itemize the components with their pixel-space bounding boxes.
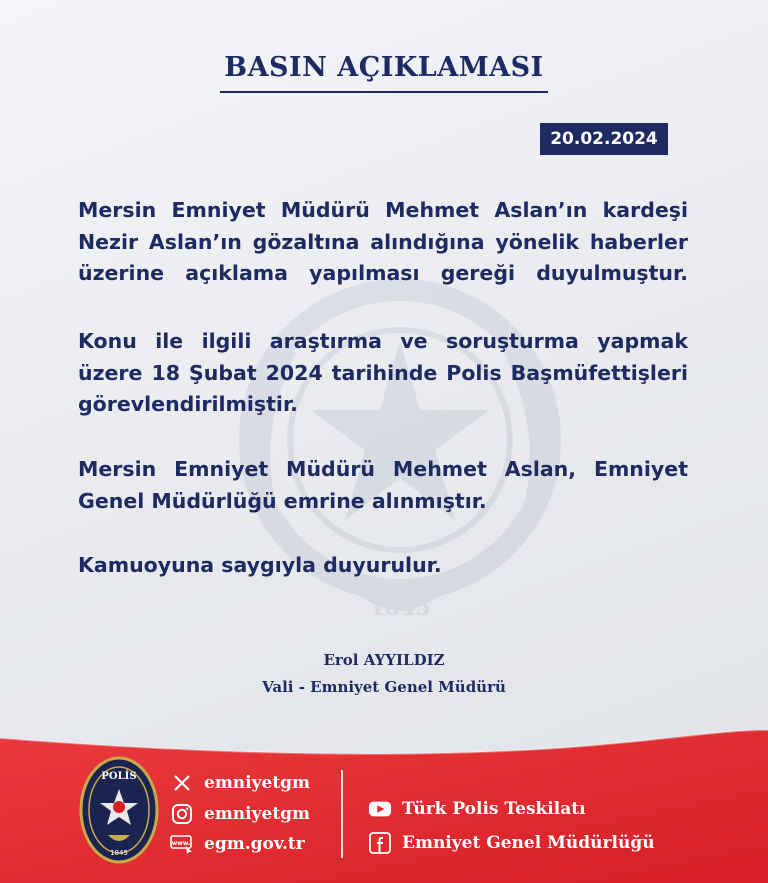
- page-title: BASIN AÇIKLAMASI: [220, 52, 547, 93]
- website-link[interactable]: [170, 832, 305, 856]
- facebook-link[interactable]: [368, 831, 655, 855]
- watermark-year: 1845: [369, 595, 431, 621]
- paragraph-4: Kamuoyuna saygıyla duyurulur.: [78, 553, 442, 577]
- website-icon-text: www.: [171, 840, 191, 847]
- facebook-icon: [368, 831, 392, 855]
- website-icon: [170, 832, 194, 856]
- instagram-link[interactable]: [170, 802, 310, 826]
- x-link[interactable]: [170, 771, 310, 795]
- signer-name: Erol AYYILDIZ: [323, 651, 445, 669]
- paragraph-1: Mersin Emniyet Müdürü Mehmet Aslan’ın kardeşi Nezir Aslan’ın gözaltına alındığına yönelik haberler üzerine açıklama yapılması gereği duyulmuştur.: [78, 198, 688, 285]
- x-handle: emniyetgm: [204, 773, 311, 793]
- facebook-page: Emniyet Genel Müdürlüğü: [402, 833, 655, 853]
- paragraph-3: Mersin Emniyet Müdürü Mehmet Aslan, Emniyet Genel Müdürlüğü emrine alınmıştır.: [78, 457, 688, 513]
- signer-role: Vali - Emniyet Genel Müdürü: [262, 678, 506, 696]
- instagram-icon: [170, 802, 194, 826]
- police-badge-logo: [78, 755, 160, 865]
- youtube-link[interactable]: [368, 797, 586, 821]
- instagram-handle: emniyetgm: [204, 804, 311, 824]
- footer-divider: [341, 770, 343, 858]
- youtube-channel: Türk Polis Teskilatı: [402, 799, 586, 819]
- badge-year: 1845: [110, 849, 128, 857]
- badge-top-text: POLİS: [101, 771, 137, 782]
- x-icon: [170, 771, 194, 795]
- website-url: egm.gov.tr: [204, 834, 305, 854]
- paragraph-2: Konu ile ilgili araştırma ve soruşturma yapmak üzere 18 Şubat 2024 tarihinde Polis Başmüfettişleri görevlendirilmiştir.: [78, 329, 688, 416]
- youtube-icon: [368, 797, 392, 821]
- date-badge: 20.02.2024: [540, 123, 668, 155]
